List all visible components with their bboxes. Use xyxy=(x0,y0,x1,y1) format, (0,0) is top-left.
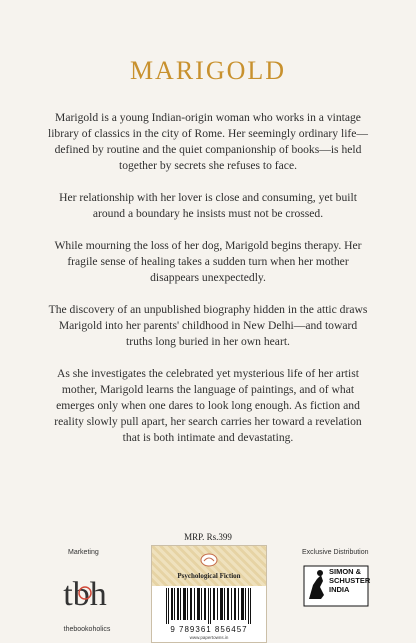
isbn-number: 9 789361 856457 xyxy=(170,625,248,634)
blurb xyxy=(46,110,370,462)
back-cover-footer xyxy=(0,525,416,643)
publisher-badge-icon xyxy=(200,551,218,569)
marketing-label: Marketing xyxy=(68,549,99,556)
blurb-paragraph: Her relationship with her lover is close and consuming, yet built around a boundary he insists must not be crossed. xyxy=(59,191,357,220)
barcode-icon xyxy=(166,588,252,624)
distribution-label: Exclusive Distribution xyxy=(302,549,369,556)
tbh-logo-text: tbh xyxy=(63,576,107,613)
tbh-logo-icon xyxy=(55,563,115,623)
blurb-paragraph: The discovery of an unpublished biography hidden in the attic draws Marigold into her parents' childhood in New Delhi—and toward truths long buried in her own heart. xyxy=(48,303,368,348)
distributor-name xyxy=(329,567,370,594)
distributor-line: SCHUSTER xyxy=(329,576,371,585)
page-title: MARIGOLD xyxy=(129,56,287,85)
genre-label: Psychological Fiction xyxy=(177,572,241,580)
barcode-panel xyxy=(151,545,267,643)
blurb-paragraph: While mourning the loss of her dog, Marigold begins therapy. Her fragile sense of healing takes a sudden turn when her mother disappears unexpectedly. xyxy=(54,239,362,284)
marketing-name: thebookoholics xyxy=(63,626,111,633)
distributor-line: SIMON & xyxy=(329,567,362,576)
price-label: MRP. Rs.399 xyxy=(184,532,232,542)
publisher-url: www.papertowns.in xyxy=(189,635,229,640)
distributor-line: INDIA xyxy=(329,585,350,594)
blurb-paragraph: Marigold is a young Indian-origin woman who works in a vintage library of classics in the city of Rome. Her seemingly ordinary life—defined by routine and the quiet companionship of books—is held together by secrets she refuses to face. xyxy=(47,111,369,172)
blurb-paragraph: As she investigates the celebrated yet mysterious life of her artist mother, Marigold learns the language of paintings, and of what emerges only when one dares to look long enough. As fiction and reality slowly pull apart, her search carries her toward a revelation that is both intimate and devastating. xyxy=(54,367,362,444)
